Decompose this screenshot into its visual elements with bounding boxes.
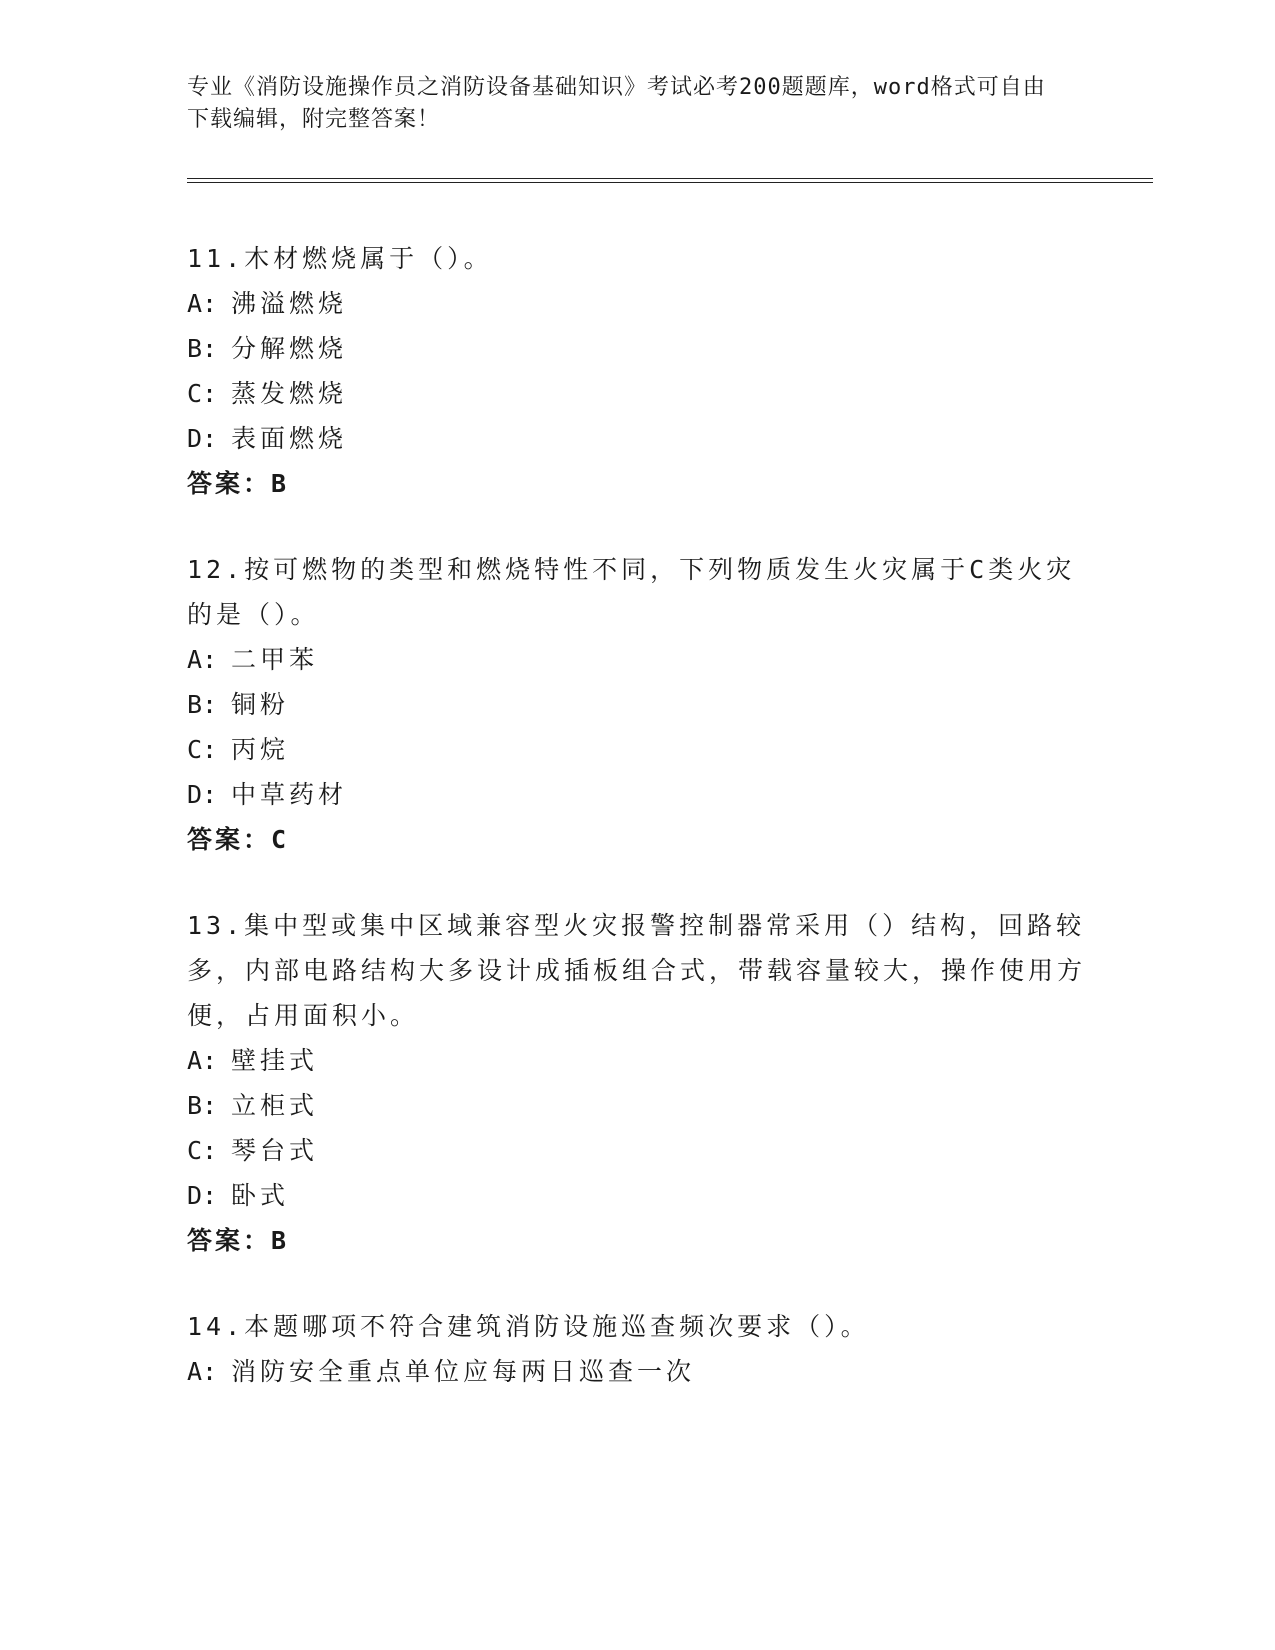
option-letter: B: <box>187 334 218 363</box>
option-a <box>187 1349 1087 1394</box>
option-c <box>187 371 1087 416</box>
option-letter: B: <box>187 690 218 719</box>
option-text: 卧式 <box>231 1181 290 1210</box>
question-14 <box>187 1304 1087 1394</box>
option-letter: A: <box>187 1046 218 1075</box>
option-a <box>187 281 1087 326</box>
option-d <box>187 772 1087 817</box>
question-12 <box>187 547 1087 862</box>
option-text: 二甲苯 <box>231 645 319 674</box>
option-letter: C: <box>187 735 218 764</box>
option-d <box>187 1173 1087 1218</box>
option-b <box>187 1083 1087 1128</box>
option-d <box>187 416 1087 461</box>
answer-line: 答案：B <box>187 1226 290 1255</box>
option-text: 中草药材 <box>231 780 348 809</box>
option-text: 表面燃烧 <box>231 424 348 453</box>
option-letter: A: <box>187 289 218 318</box>
option-text: 立柜式 <box>231 1091 319 1120</box>
option-letter: B: <box>187 1091 218 1120</box>
option-text: 消防安全重点单位应每两日巡查一次 <box>231 1357 696 1386</box>
double-rule-divider <box>187 178 1153 183</box>
option-b <box>187 326 1087 371</box>
option-a <box>187 1038 1087 1083</box>
option-letter: D: <box>187 1181 218 1210</box>
document-intro: 专业《消防设施操作员之消防设备基础知识》考试必考200题题库，word格式可自由下载编辑，附完整答案！ <box>187 75 1046 132</box>
option-letter: C: <box>187 1136 218 1165</box>
option-text: 铜粉 <box>231 690 290 719</box>
option-text: 蒸发燃烧 <box>231 379 348 408</box>
answer-line: 答案：C <box>187 825 290 854</box>
option-text: 丙烷 <box>231 735 290 764</box>
option-letter: C: <box>187 379 218 408</box>
option-letter: D: <box>187 780 218 809</box>
question-13 <box>187 903 1087 1263</box>
question-11 <box>187 236 1087 506</box>
option-text: 沸溢燃烧 <box>231 289 348 318</box>
option-text: 壁挂式 <box>231 1046 319 1075</box>
option-b <box>187 682 1087 727</box>
option-c <box>187 727 1087 772</box>
question-text: 13.集中型或集中区域兼容型火灾报警控制器常采用（）结构，回路较多，内部电路结构大多设计成插板组合式，带载容量较大，操作使用方便，占用面积小。 <box>187 911 1087 1030</box>
question-list <box>187 236 1087 1435</box>
question-text: 14.本题哪项不符合建筑消防设施巡查频次要求（）。 <box>187 1312 870 1341</box>
option-letter: A: <box>187 1357 218 1386</box>
option-a <box>187 637 1087 682</box>
option-letter: A: <box>187 645 218 674</box>
option-c <box>187 1128 1087 1173</box>
option-letter: D: <box>187 424 218 453</box>
option-text: 分解燃烧 <box>231 334 348 363</box>
option-text: 琴台式 <box>231 1136 319 1165</box>
question-text: 11.木材燃烧属于（）。 <box>187 244 493 273</box>
answer-line: 答案：B <box>187 469 290 498</box>
question-text: 12.按可燃物的类型和燃烧特性不同，下列物质发生火灾属于C类火灾的是（）。 <box>187 555 1076 629</box>
